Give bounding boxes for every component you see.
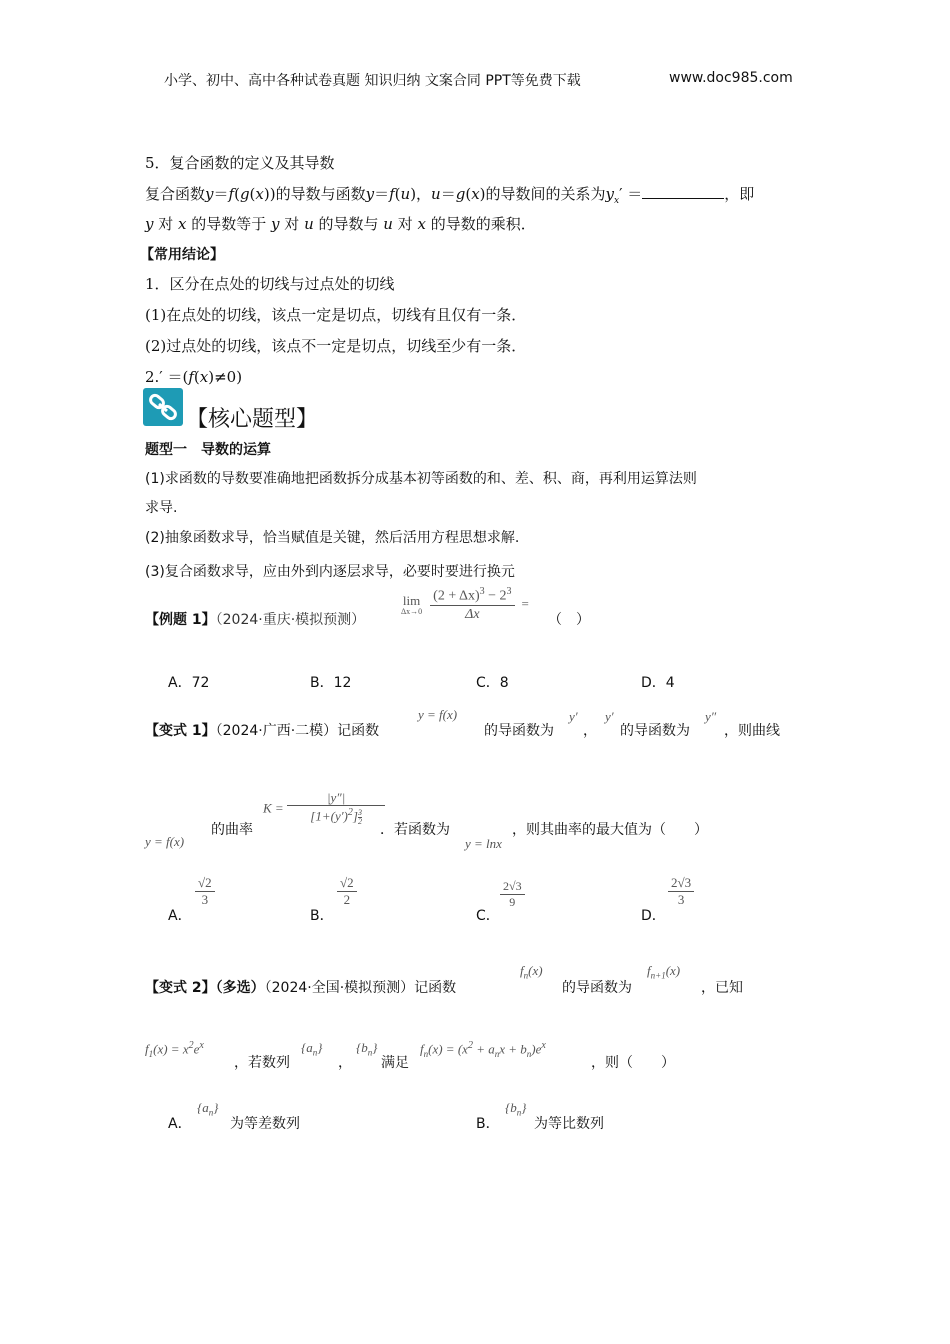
variant2-t2: ，已知 [701,980,743,996]
type1-p1-line1: (1)求函数的导数要准确地把函数拆分成基本初等函数的和、差、积、商，再利用运算法则 [145,471,697,487]
variant1-ypp: y″ [705,709,717,724]
variant1-t5: 的曲率 [211,822,253,838]
example1-option-c[interactable]: C．8 [476,675,509,691]
link-icon [143,388,183,426]
conclusions-heading: 【常用结论】 [140,247,224,263]
variant1-fx: y = f(x) [418,707,458,722]
variant1-option-a[interactable]: $\frac{√2}{3}$ [195,876,215,908]
variant1-option-d-label[interactable]: D． [641,908,666,924]
variant2-option-a-label[interactable]: A． [168,1116,192,1132]
variant1-option-b-label[interactable]: B． [310,908,334,924]
variant1-yp: y′ [569,709,578,724]
conclusion-1: 1．区分在点处的切线与过点处的切线 [145,275,395,293]
section5-line1: 复合函数y＝f(g(x))的导数与函数y＝f(u)，u＝g(x)的导数间的关系为$y_x'$ ＝ ，即 [145,185,755,206]
variant2-f1: $f_1(x) = x^2e^x$ [145,1040,204,1059]
variant1-t6: ．若函数为 [380,822,450,838]
type1-p3: (3)复合函数求导，应由外到内逐层求导，必要时要进行换元 [145,564,515,580]
variant2-t6: ，则（ ） [591,1055,675,1071]
variant2-fnx: $f_n(x) = (x^2 + a_nx + b_n)e^x$ [420,1040,546,1059]
variant1-line1: 【变式 1】（2024·广西·二模）记函数 [145,723,380,739]
core-title: 【核心题型】 [186,407,319,432]
variant2-t3: ，若数列 [234,1055,290,1071]
variant2-option-b-label[interactable]: B． [476,1116,500,1132]
variant1-t3: 的导函数为 [620,723,690,739]
variant1-t7: ，则其曲率的最大值为（ ） [512,822,708,838]
conclusion-1a: (1)在点处的切线，该点一定是切点，切线有且仅有一条． [145,306,527,324]
conclusion-1b: (2)过点处的切线，该点不一定是切点，切线至少有一条． [145,337,527,355]
variant2-line1: 【变式 2】（多选）（2024·全国·模拟预测）记函数 [145,980,457,996]
variant2-option-a-seq[interactable]: $\{a_n\}$ [197,1100,219,1118]
example1-formula: lim Δx→0 $\frac{(2 + \Delta x)^3 - 2^3}{\Delta x}$ = [401,586,529,623]
variant1-option-d[interactable]: $\frac{2√3}{3}$ [668,876,694,908]
variant2-bn: $\{b_n\}$ [356,1040,378,1058]
variant1-yp2: y′ [605,709,614,724]
variant2-option-a-text[interactable]: 为等差数列 [230,1116,300,1132]
variant2-t1: 的导函数为 [562,980,632,996]
variant2-t5: 满足 [381,1055,409,1071]
header-left: 小学、初中、高中各种试卷真题 知识归纳 文案合同 PPT等免费下载 [164,73,581,89]
variant1-t2: ， [583,723,597,739]
section5-line2: y 对 x 的导数等于 y 对 u 的导数与 u 对 x 的导数的乘积． [145,215,536,233]
example1-option-b[interactable]: B．12 [310,675,352,691]
variant1-yfx: y = f(x) [145,834,185,849]
variant1-t4: ，则曲线 [724,723,780,739]
example1-header: 【例题 1】（2024·重庆·模拟预测） [145,612,366,628]
example1-option-d[interactable]: D．4 [641,675,675,691]
variant2-an: $\{a_n\}$ [301,1040,323,1058]
variant1-t1: 的导函数为 [484,723,554,739]
variant2-fn: $f_n(x)$ [520,963,543,981]
section5-title: 5．复合函数的定义及其导数 [145,154,335,172]
example1-paren: （ ） [548,612,590,628]
header-url[interactable]: www.doc985.com [669,70,793,86]
variant1-option-b[interactable]: $\frac{√2}{2}$ [337,876,357,908]
variant1-option-a-label[interactable]: A． [168,908,192,924]
variant2-option-b-seq[interactable]: $\{b_n\}$ [505,1100,527,1118]
type1-p1-line2: 求导. [145,500,178,516]
answer-blank [642,184,724,199]
type1-heading: 题型一 导数的运算 [145,442,271,458]
conclusion-2: 2.′ ＝(f(x)≠0) [145,368,243,386]
variant2-t4: ， [338,1055,352,1071]
variant1-option-c[interactable]: $\frac{2√3}{9}$ [500,880,525,909]
variant2-option-b-text[interactable]: 为等比数列 [534,1116,604,1132]
type1-p2: (2)抽象函数求导，恰当赋值是关键，然后活用方程思想求解. [145,530,520,546]
variant2-fn1: $f_{n+1}(x)$ [647,963,681,981]
example1-option-a[interactable]: A．72 [168,675,210,691]
variant1-lnx: y = lnx [465,836,502,851]
variant1-curvature-formula: K = |y″| $[1+(y')^2]$ $\frac{3}{2}$ [263,791,385,826]
variant1-option-c-label[interactable]: C． [476,908,500,924]
